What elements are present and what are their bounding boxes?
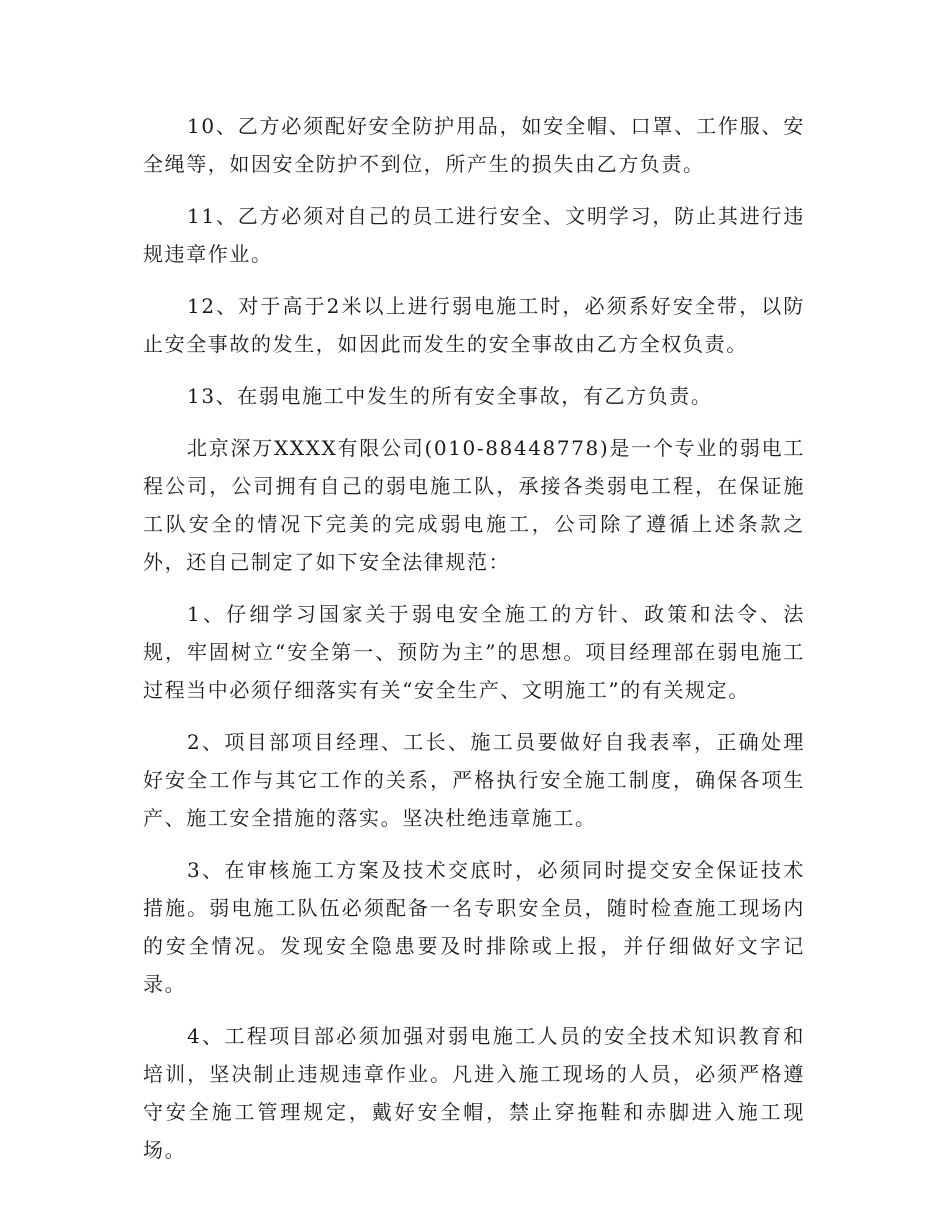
paragraph-rule-2: 2、项目部项目经理、工长、施工员要做好自我表率，正确处理好安全工作与其它工作的关系，严格执行安全施工制度，确保各项生产、施工安全措施的落实。坚决杜绝违章施工。: [143, 730, 805, 830]
paragraph-rule-4: 4、工程项目部必须加强对弱电施工人员的安全技术知识教育和培训，坚决制止违规违章作业。凡进入施工现场的人员，必须严格遵守安全施工管理规定，戴好安全帽，禁止穿拖鞋和赤脚进入施工现场。: [143, 1024, 805, 1162]
paragraph-clause-13: 13、在弱电施工中发生的所有安全事故，有乙方负责。: [187, 384, 713, 408]
paragraph-company-intro: 北京深万XXXX有限公司(010-88448778)是一个专业的弱电工程公司，公司拥有自己的弱电施工队，承接各类弱电工程，在保证施工队安全的情况下完美的完成弱电施工，公司除了遵循上述条款之外，还自己制定了如下安全法律规范：: [143, 436, 805, 574]
paragraph-rule-1: 1、仔细学习国家关于弱电安全施工的方针、政策和法令、法规，牢固树立“安全第一、预防为主”的思想。项目经理部在弱电施工过程当中必须仔细落实有关“安全生产、文明施工”的有关规定。: [143, 602, 805, 702]
paragraph-rule-3: 3、在审核施工方案及技术交底时，必须同时提交安全保证技术措施。弱电施工队伍必须配备一名专职安全员，随时检查施工现场内的安全情况。发现安全隐患要及时排除或上报，并仔细做好文字记录。: [143, 858, 805, 996]
document-body: [143, 107, 805, 1183]
paragraph-clause-12: 12、对于高于2米以上进行弱电施工时，必须系好安全带，以防止安全事故的发生，如因此而发生的安全事故由乙方全权负责。: [143, 294, 805, 356]
paragraph-clause-11: 11、乙方必须对自己的员工进行安全、文明学习，防止其进行违规违章作业。: [143, 204, 805, 266]
paragraph-clause-10: 10、乙方必须配好安全防护用品，如安全帽、口罩、工作服、安全绳等，如因安全防护不到位，所产生的损失由乙方负责。: [143, 114, 805, 176]
